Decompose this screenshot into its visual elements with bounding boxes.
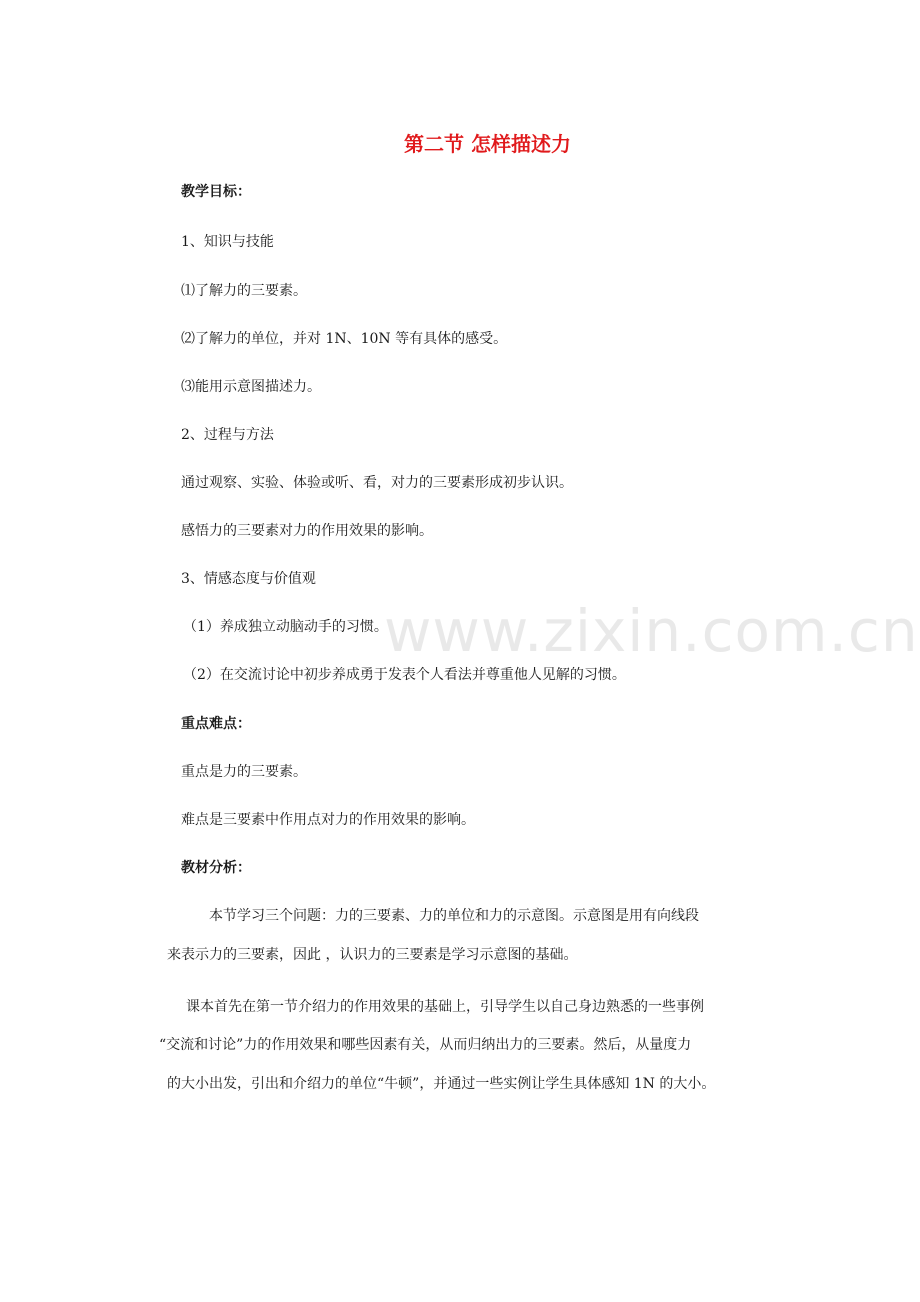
objectives-section-3: 3、情感态度与价值观	[181, 571, 316, 587]
objectives-item-1-1: ⑴了解力的三要素。	[181, 283, 307, 299]
analysis-heading: 教材分析：	[181, 860, 251, 876]
key-point-1: 重点是力的三要素。	[181, 764, 307, 780]
objectives-section-2: 2、过程与方法	[181, 427, 274, 443]
objectives-item-3-2: （2）在交流讨论中初步养成勇于发表个人看法并尊重他人见解的习惯。	[183, 667, 626, 683]
objectives-para-2-1: 通过观察、实验、体验或听、看，对力的三要素形成初步认识。	[181, 475, 573, 491]
page-title: 第二节 怎样描述力	[404, 132, 571, 156]
analysis-para-1-line-2: 来表示力的三要素，因此 ，认识力的三要素是学习示意图的基础。	[167, 947, 578, 963]
analysis-para-2-line-3: 的大小出发，引出和介绍力的单位“牛顿”，并通过一些实例让学生具体感知 1N 的大小。	[167, 1076, 716, 1092]
objectives-item-1-3: ⑶能用示意图描述力。	[181, 379, 321, 395]
analysis-para-2-line-1: 课本首先在第一节介绍力的作用效果的基础上，引导学生以自己身边熟悉的一些事例	[186, 999, 704, 1015]
key-point-2: 难点是三要素中作用点对力的作用效果的影响。	[181, 812, 475, 828]
watermark: www.zixin.com.cn	[384, 597, 919, 665]
analysis-para-2-line-2: “交流和讨论”力的作用效果和哪些因素有关，从而归纳出力的三要素。然后，从量度力	[159, 1037, 692, 1053]
analysis-para-1-line-1: 本节学习三个问题：力的三要素、力的单位和力的示意图。示意图是用有向线段	[209, 908, 699, 924]
objectives-para-2-2: 感悟力的三要素对力的作用效果的影响。	[181, 523, 433, 539]
objectives-item-1-2: ⑵了解力的单位，并对 1N、10N 等有具体的感受。	[181, 331, 508, 347]
key-points-heading: 重点难点：	[181, 716, 251, 732]
objectives-heading: 教学目标：	[181, 184, 251, 200]
objectives-item-3-1: （1）养成独立动脑动手的习惯。	[183, 619, 388, 635]
objectives-section-1: 1、知识与技能	[181, 234, 274, 250]
